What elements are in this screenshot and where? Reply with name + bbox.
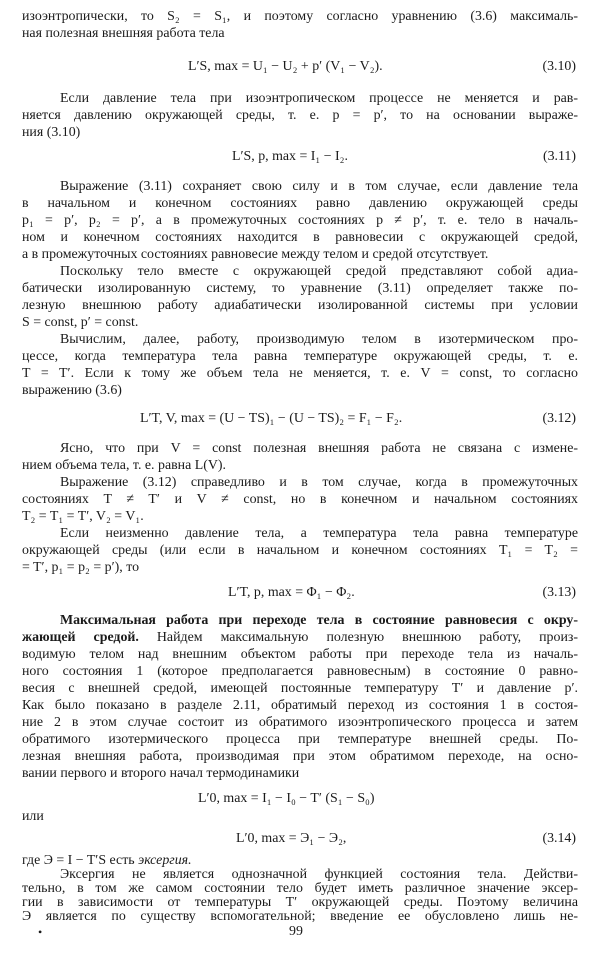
text-line: цессе, когда температура тела равна температуре окружающей среды, т. е.: [22, 349, 578, 364]
page-number: 99: [289, 924, 303, 939]
text-line: лезную внешнюю работу адиабатически изолированной системы при условии: [22, 298, 578, 313]
text-run: где Э = I − T′S есть: [22, 853, 139, 868]
text-line: Ясно, что при V = const полезная внешняя работа не связана с измене-: [60, 441, 578, 456]
text-line: ного состояния 1 (которое предполагается равновесным) в состояние 0 равно-: [22, 664, 578, 679]
term-exergy: эксергия.: [138, 853, 192, 868]
text-line: няется давлению окружающей среды, т. е. p = p′, то на основании выраже-: [22, 108, 578, 123]
equation-3-12: L′T, V, max = (U − TS)₁ − (U − TS)₂ = F₁ − F₂.: [140, 411, 403, 426]
text-line: ная полезная внешняя работа тела: [22, 26, 225, 41]
text-line: лезная внешняя работа, производимая при этом обратимом переходе, на осно-: [22, 749, 578, 764]
section-heading: Максимальная работа при переходе тела в состояние равновесия с окру-: [60, 613, 578, 628]
text-line: Выражение (3.11) сохраняет свою силу и в том случае, если давление тела: [60, 179, 578, 194]
text-line: изоэнтропически, то S₂ = S₁, и поэтому согласно уравнению (3.6) максималь-: [22, 9, 578, 24]
text-line: в начальном и конечном состояниях равно давлению окружающей среды: [22, 196, 578, 211]
equation-l0: L′0, max = I₁ − I₀ − T′ (S₁ − S₀): [198, 791, 375, 806]
equation-number: (3.13): [542, 585, 576, 600]
text-line: ние 2 в этом случае состоит из обратимого изоэнтропического процесса и затем: [22, 715, 578, 730]
text-line: S = const, p′ = const.: [22, 315, 139, 330]
text-line: ния (3.10): [22, 125, 81, 140]
text-line: а в промежуточных состояниях равновесие между телом и средой отсутствует.: [22, 247, 489, 262]
text-line: нием объема тела, т. е. равна L(V).: [22, 458, 226, 473]
text-line: ном и конечном состояниях находится в равновесии с окружающей средой,: [22, 230, 578, 245]
text-line: обратимого изотермического процесса при температуре внешней среды. По-: [22, 732, 578, 747]
text-line: вании первого и второго начал термодинамики: [22, 766, 300, 781]
equation-3-10: L′S, max = U₁ − U₂ + p′ (V₁ − V₂).: [188, 59, 383, 74]
text-line: Поскольку тело вместе с окружающей средой представляют собой адиа-: [60, 264, 578, 279]
text-line: или: [22, 809, 44, 824]
section-heading-end: жающей средой.: [22, 630, 139, 645]
equation-number: (3.14): [542, 831, 576, 846]
text-line: Э является по существу вспомогательной; введение ее обусловлено лишь не-: [22, 909, 578, 924]
equation-number: (3.12): [542, 411, 576, 426]
text-line: Выражение (3.12) справедливо и в том случае, когда в промежуточных: [60, 475, 578, 490]
text-line: T = T′. Если к тому же объем тела не меняется, т. е. V = const, то согласно: [22, 366, 578, 381]
ink-dot: •: [38, 925, 43, 939]
text-line: Вычислим, далее, работу, производимую телом в изотермическом про-: [60, 332, 578, 347]
text-line: [22, 629, 578, 646]
equation-number: (3.10): [542, 59, 576, 74]
text-line: батически изолированную систему, то уравнение (3.11) определяет также по-: [22, 281, 578, 296]
text-line: состояниях T ≠ T′ и V ≠ const, но в конечном и начальном состояниях: [22, 492, 578, 507]
text-line: водимую телом над внешним объектом работы при переходе тела из началь-: [22, 647, 578, 662]
text-line: гии в зависимости от температуры T′ окружающей среды. Поэтому величина: [22, 895, 578, 910]
equation-3-11: L′S, p, max = I₁ − I₂.: [232, 149, 348, 164]
text-line: = T′, p₁ = p₂ = p′), то: [22, 560, 140, 575]
text-line: T₂ = T₁ = T′, V₂ = V₁.: [22, 509, 144, 524]
text-run: Найдем максимальную полезную внешнюю работу, произ-: [138, 630, 578, 645]
text-line: тельно, в том же самом состоянии тело будет иметь различное значение эксер-: [22, 881, 578, 896]
text-line: Как было показано в разделе 2.11, обратимый переход из состояния 1 в состоя-: [22, 698, 578, 713]
text-line: окружающей среды (или если в начальном и конечном состояниях T₁ = T₂ =: [22, 543, 578, 558]
equation-3-13: L′T, p, max = Φ₁ − Φ₂.: [228, 585, 355, 600]
text-line: Если давление тела при изоэнтропическом процессе не меняется и рав-: [60, 91, 578, 106]
text-line: Эксергия не является однозначной функцией состояния тела. Действи-: [60, 867, 578, 882]
text-line: выражению (3.6): [22, 383, 122, 398]
text-line: p₁ = p′, p₂ = p′, а в промежуточных состояниях p ≠ p′, т. е. тело в началь-: [22, 213, 578, 228]
equation-number: (3.11): [542, 149, 576, 164]
text-line: Если неизменно давление тела, а температура тела равна температуре: [60, 526, 578, 541]
equation-3-14: L′0, max = Э₁ − Э₂,: [236, 831, 347, 846]
text-line: весия с внешней средой, имеющей постоянные температуру T′ и давление p′.: [22, 681, 578, 696]
